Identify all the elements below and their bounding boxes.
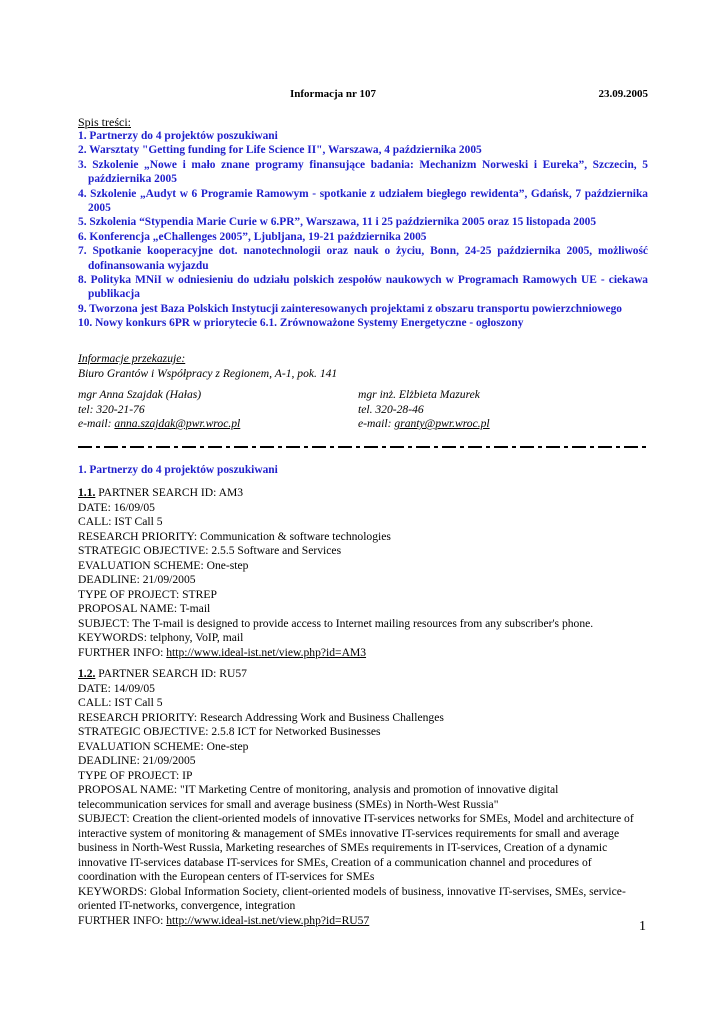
contact-email-row xyxy=(78,417,240,432)
toc-item[interactable]: 5. Szkolenia “Stypendia Marie Curie w 6.PR”, Warszawa, 11 i 25 października 2005 oraz 15 listopada 2005 xyxy=(78,216,597,229)
entry-call: CALL: IST Call 5 xyxy=(78,515,163,528)
partner-searches xyxy=(78,486,648,928)
toc-item[interactable]: 8. Polityka MNiI w odniesieniu do udziału polskich zespołów naukowych w Programach Ramowych UE - ciekawa publikacja xyxy=(78,274,648,301)
toc-item[interactable]: 10. Nowy konkurs 6PR w priorytecie 6.1. Zrównoważone Systemy Energetyczne - ogłoszony xyxy=(78,317,524,330)
entry-priority: RESEARCH PRIORITY: Communication & software technologies xyxy=(78,529,391,543)
entry-priority: RESEARCH PRIORITY: Research Addressing Work and Business Challenges xyxy=(78,710,444,724)
entry-scheme: EVALUATION SCHEME: One-step xyxy=(78,558,249,572)
email-label: e-mail: xyxy=(358,417,395,430)
info-label: FURTHER INFO: xyxy=(78,913,167,927)
toc-item[interactable]: 7. Spotkanie kooperacyjne dot. nanotechnologii oraz nauk o życiu, Bonn, 24-25 października 2005, możliwość dofinansowania wyjazdu xyxy=(78,245,648,272)
contact-intro xyxy=(78,352,648,381)
contact-email-link[interactable]: granty@pwr.wroc.pl xyxy=(394,417,490,430)
entry-info xyxy=(78,914,648,929)
toc-item[interactable]: 4. Szkolenie „Audyt w 6 Programie Ramowym - spotkanie z udziałem biegłego rewidenta”, Gdańsk, 7 października 2005 xyxy=(78,187,648,215)
table-of-contents xyxy=(78,129,648,331)
info-link[interactable]: http://www.ideal-ist.net/view.php?id=AM3 xyxy=(166,645,367,659)
toc-title: Spis treści: xyxy=(78,115,131,129)
entry-objective: STRATEGIC OBJECTIVE: 2.5.8 ICT for Networked Businesses xyxy=(78,725,381,738)
entry-proposal-name: PROPOSAL NAME: "IT Marketing Centre of monitoring, analysis and promotion of innovative digital telecommunication services for small and average business (SMEs) in North-West Russia" xyxy=(78,783,559,811)
entry-objective: STRATEGIC OBJECTIVE: 2.5.5 Software and Services xyxy=(78,544,342,557)
entry-subject: SUBJECT: Creation the client-oriented models of innovative IT-services networks for SMEs, Model and architecture of interactive system of monitoring & management of SMEs innovative IT-services requirements for small and average business in North-West Russia, Marketing researches of SMEs requirements in IT-services, Creation of a dynamic innovative IT-services database IT-services for SMEs, Creation of a communication channel and procedures of coordination with the European centers of IT-services for SMEs xyxy=(78,812,634,883)
entry-number: 1.1. xyxy=(78,486,96,499)
section-title: 1. Partnerzy do 4 projektów poszukiwani xyxy=(78,464,278,476)
contact-name: mgr inż. Elżbieta Mazurek xyxy=(358,388,480,401)
page-number: 1 xyxy=(639,919,646,934)
info-link[interactable]: http://www.ideal-ist.net/view.php?id=RU57 xyxy=(166,913,370,927)
contact-email-row xyxy=(358,417,490,432)
contact-phone: tel. 320-28-46 xyxy=(358,402,424,416)
entry-heading xyxy=(78,667,648,682)
info-label: FURTHER INFO: xyxy=(78,645,167,659)
issue-date: 23.09.2005 xyxy=(598,88,648,100)
contact-email-link[interactable]: anna.szajdak@pwr.wroc.pl xyxy=(114,417,241,430)
entry-date: DATE: 14/09/05 xyxy=(78,681,155,695)
entry-heading xyxy=(78,486,648,501)
contact-phone: tel: 320-21-76 xyxy=(78,402,145,416)
dash-divider xyxy=(78,444,648,450)
entry-info xyxy=(78,646,648,661)
document-header xyxy=(78,88,648,104)
entry-keywords: KEYWORDS: Global Information Society, client-oriented models of business, innovative IT-servises, SMEs, service-oriented IT-networks, convergence, integration xyxy=(78,884,626,912)
toc-item[interactable]: 9. Tworzona jest Baza Polskich Instytucji zainteresowanych projektami z obszaru transportu powierzchniowego xyxy=(78,302,622,315)
toc-item[interactable]: 6. Konferencja „eChallenges 2005”, Ljubljana, 19-21 października 2005 xyxy=(78,230,427,243)
email-label: e-mail: xyxy=(78,417,115,430)
entry-type: TYPE OF PROJECT: IP xyxy=(78,768,193,782)
issue-number: Informacja nr 107 xyxy=(290,88,376,100)
contact-left xyxy=(78,388,240,432)
entry-id: PARTNER SEARCH ID: AM3 xyxy=(95,486,244,499)
toc-item[interactable]: 3. Szkolenie „Nowe i mało znane programy finansujące badania: Mechanizm Norweski i Eureka”, Szczecin, 5 października 2005 xyxy=(78,158,648,186)
entry-keywords: KEYWORDS: telphony, VoIP, mail xyxy=(78,631,244,644)
entry-deadline: DEADLINE: 21/09/2005 xyxy=(78,754,196,767)
contact-right xyxy=(358,388,490,432)
entry-date: DATE: 16/09/05 xyxy=(78,500,155,514)
contact-label: Informacje przekazuje: xyxy=(78,352,186,365)
office-address: Biuro Grantów i Współpracy z Regionem, A-1, pok. 141 xyxy=(78,366,338,380)
toc-item[interactable]: 2. Warsztaty "Getting funding for Life Science II", Warszawa, 4 października 2005 xyxy=(78,144,482,157)
entry-proposal-name: PROPOSAL NAME: T-mail xyxy=(78,602,211,615)
entry-scheme: EVALUATION SCHEME: One-step xyxy=(78,739,249,753)
entry-type: TYPE OF PROJECT: STREP xyxy=(78,587,217,601)
entry-subject: SUBJECT: The T-mail is designed to provide access to Internet mailing resources from any subscriber's phone. xyxy=(78,616,594,630)
contact-name: mgr Anna Szajdak (Hałas) xyxy=(78,388,202,401)
entry-deadline: DEADLINE: 21/09/2005 xyxy=(78,573,196,586)
entry-call: CALL: IST Call 5 xyxy=(78,696,163,709)
entry-id: PARTNER SEARCH ID: RU57 xyxy=(95,667,247,680)
entry-number: 1.2. xyxy=(78,667,96,680)
toc-item[interactable]: 1. Partnerzy do 4 projektów poszukiwani xyxy=(78,130,278,142)
